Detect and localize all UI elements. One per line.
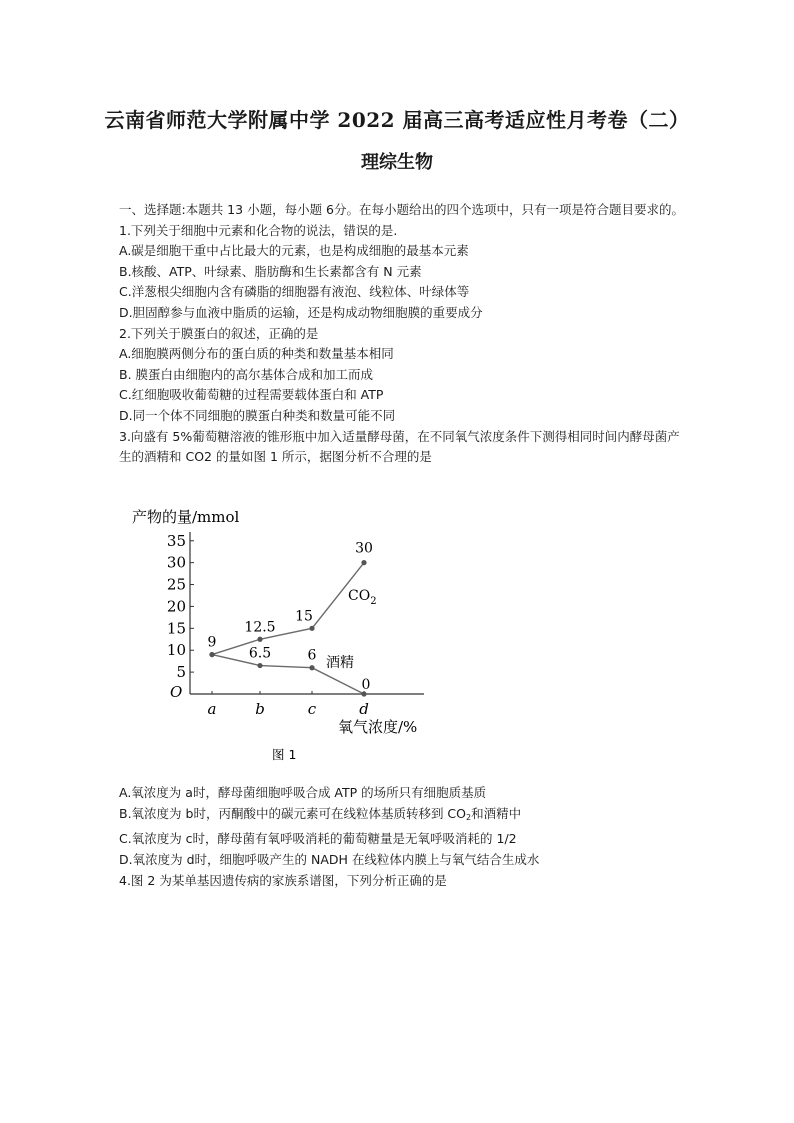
data-point (257, 663, 262, 668)
x-tick-label: d (359, 700, 369, 718)
page-title: 云南省师范大学附属中学 2022 届高三高考适应性月考卷（二） (104, 108, 690, 132)
question-3-option-a: A.氧浓度为 a时，酵母菌细胞呼吸合成 ATP 的场所只有细胞质基质 (119, 785, 487, 800)
question-3-stem: 3.向盛有 5%葡萄糖溶液的锥形瓶中加入适量酵母菌，在不同氧气浓度条件下测得相同时间内酵母菌产生的酒精和 CO2 的量如图 1 所示，据图分析不合理的是 (119, 428, 680, 465)
question-3-option-c: C.氧浓度为 c时，酵母菌有氧呼吸消耗的葡萄糖量是无氧呼吸消耗的 1/2 (119, 831, 517, 846)
data-label: 9 (207, 634, 217, 651)
y-tick-label: 35 (166, 531, 186, 550)
x-tick-label: b (255, 700, 265, 718)
y-tick-label: 5 (176, 663, 186, 682)
x-tick-label: a (207, 700, 217, 718)
question-2-option-a: A.细胞膜两侧分布的蛋白质的种类和数量基本相同 (119, 346, 394, 362)
question-2-option-c: C.红细胞吸收葡萄糖的过程需要载体蛋白和 ATP (119, 387, 384, 403)
x-axis-title: 氧气浓度/% (338, 718, 418, 736)
series-label-alcohol: 酒精 (326, 655, 354, 671)
y-tick-label: 25 (166, 575, 186, 594)
data-point (309, 626, 314, 631)
question-2-option-d: D.同一个体不同细胞的膜蛋白种类和数量可能不同 (119, 407, 396, 423)
data-label: 0 (361, 677, 371, 693)
question-4-stem: 4.图 2 为某单基因遗传病的家族系谱图，下列分析正确的是 (119, 873, 447, 888)
data-point (309, 665, 314, 670)
question-1-option-b: B.核酸、ATP、叶绿素、脂肪酶和生长素都含有 N 元素 (119, 263, 422, 279)
y-tick-label: 20 (166, 597, 186, 616)
section-intro: 一、选择题:本题共 13 小题，每小题 6分。在每小题给出的四个选项中，只有一项是符合题目要求的。 (119, 202, 684, 217)
data-label: 12.5 (244, 619, 276, 636)
data-point (361, 560, 366, 565)
origin-label: O (170, 683, 183, 701)
data-label: 30 (355, 540, 373, 557)
question-3-option-d: D.氧浓度为 d时，细胞呼吸产生的 NADH 在线粒体内膜上与氧气结合生成水 (119, 852, 540, 867)
chart-svg (124, 500, 464, 775)
question-1-option-c: C.洋葱根尖细胞内含有磷脂的细胞器有液泡、线粒体、叶绿体等 (119, 284, 470, 300)
question-1-stem: 1.下列关于细胞中元素和化合物的说法，错误的是. (119, 222, 398, 238)
question-1-option-d: D.胆固醇参与血液中脂质的运输，还是构成动物细胞膜的重要成分 (119, 304, 483, 320)
question-2-stem: 2.下列关于膜蛋白的叙述，正确的是 (119, 325, 319, 341)
question-3-option-b: B.氧浓度为 b时，丙酮酸中的碳元素可在线粒体基质转移到 $CO_2$和酒精中 (119, 806, 522, 822)
series-line-0 (212, 563, 364, 655)
y-axis-title: 产物的量/mmol (132, 508, 240, 526)
series-label-co2: $CO_2$ (348, 588, 377, 607)
question-2-option-b: B. 膜蛋白由细胞内的高尔基体合成和加工而成 (119, 366, 374, 382)
question-block (119, 200, 689, 468)
data-label: 15 (295, 608, 313, 625)
data-label: 6.5 (248, 645, 272, 662)
data-point (209, 652, 214, 657)
figure-1-chart (124, 500, 464, 775)
y-tick-label: 10 (166, 641, 186, 660)
question-3-options (119, 782, 689, 891)
data-label: 6 (307, 647, 317, 664)
page-subtitle: 理综生物 (361, 152, 433, 173)
question-1-option-a: A.碳是细胞干重中占比最大的元素，也是构成细胞的最基本元素 (119, 243, 469, 259)
y-tick-label: 15 (166, 619, 186, 638)
x-tick-label: c (307, 700, 317, 718)
y-tick-label: 30 (166, 553, 186, 572)
data-point (257, 637, 262, 642)
figure-caption: 图 1 (272, 747, 297, 762)
